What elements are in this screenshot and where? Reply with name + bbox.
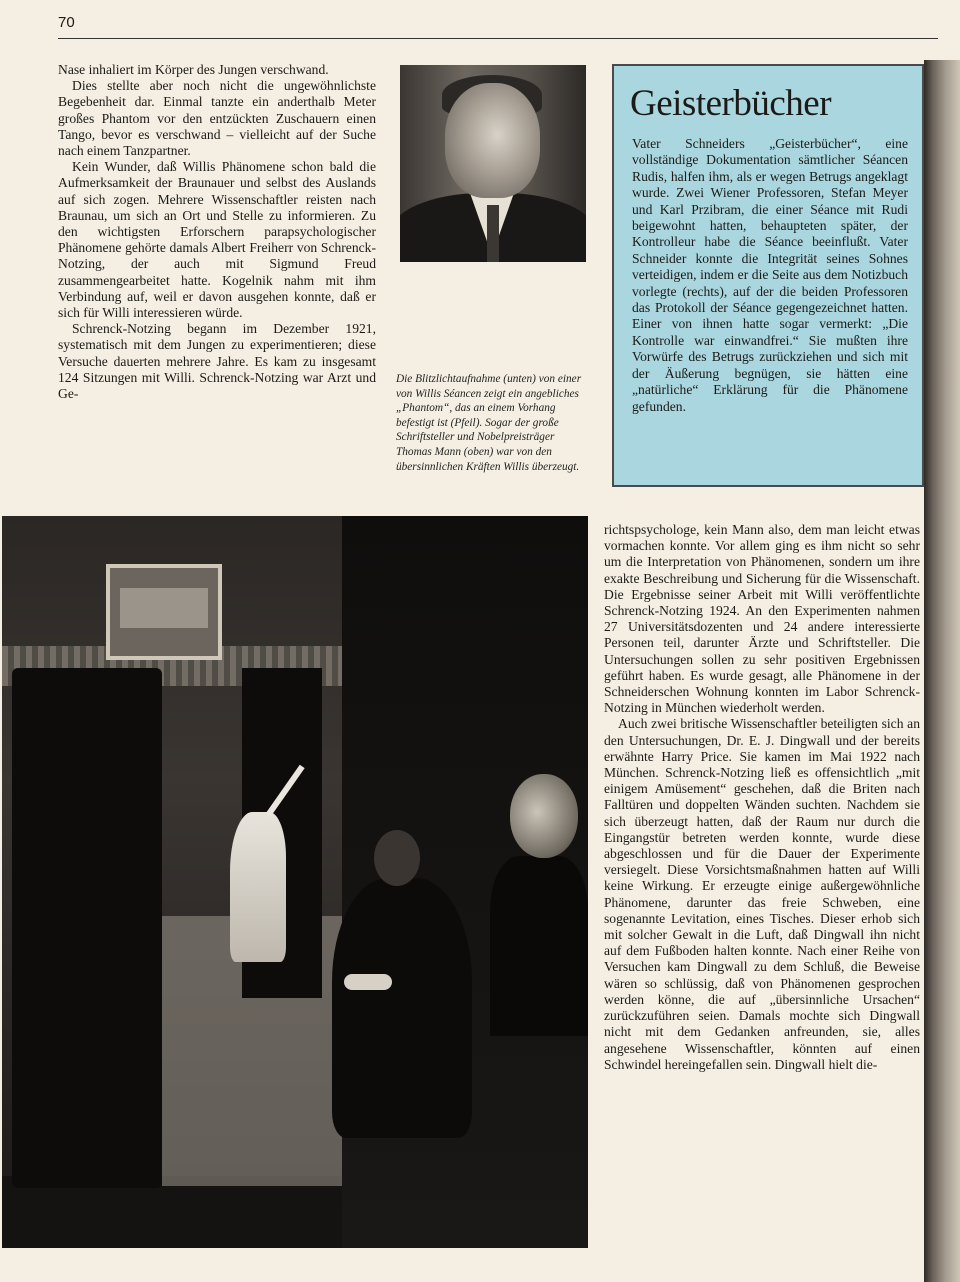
- page-edge: [924, 60, 960, 1282]
- paragraph: Kein Wunder, daß Willis Phänomene schon bald die Aufmerksamkeit der Braunauer und selbst des Auslands auf sich zogen. Mehrere Wissenschaftler reisten nach Braunau, um sich an Ort und Stelle zu informieren. Zu den wichtigsten Erforschern parapsychologischer Phänomene gehörte damals Albert Freiherr von Schrenck-Notzing, der auch mit Sigmund Freud zusammengearbeitet hatte. Kogelnik nahm mit ihm Verbindung auf, weil er davon ausgehen konnte, daß er sich für Willi interessieren würde.: [58, 159, 376, 321]
- sidebar-title: Geisterbücher: [630, 83, 832, 124]
- paragraph: Nase inhaliert im Körper des Jungen verschwand.: [58, 62, 329, 77]
- page-number: 70: [58, 14, 75, 31]
- seance-photo: [2, 516, 588, 1248]
- portrait-photo: [400, 65, 586, 262]
- paragraph: Auch zwei britische Wissenschaftler beteiligten sich an den Untersuchungen, Dr. E. J. Dingwall und der bereits erwähnte Harry Price. Sie kamen im Mai 1922 nach München. Schrenck-Notzing ließ es offensichtlich „mit einigem Amüsement“ geschehen, daß die Briten nach Falltüren und doppelten Wänden suchten. Nachdem sie sich überzeugt hatten, daß der Raum nur durch die Eingangstür betreten werden konnte, wurde diese abgeschlossen und für die Dauer der Experimente versiegelt. Diese Vorsichtsmaßnahmen hatten auf Willi keine Wirkung. Er erzeugte einige außergewöhnliche Phänomene, darunter das freie Schweben, eine sogenannte Levitation, eines Tisches. Dieser erhob sich mit solcher Gewalt in die Luft, daß Dingwall ihn nicht auf dem Fußboden halten konnte. Nach einer Reihe von Versuchen kam Dingwall zu dem Schluß, die Beweise wären so schlüssig, daß von Phänomenen gesprochen werden könne, die auf „übersinnliche Ursachen“ zurückzuführen seien. Damals mochte sich Dingwall nicht mit dem Gedanken anfreunden, sie, alles angesehene Wissenschaftler, könnten auf einen Schwindel hereingefallen sein. Dingwall hielt die-: [604, 716, 920, 1072]
- header-rule: [58, 38, 938, 39]
- paragraph: Dies stellte aber noch nicht die ungewöhnlichste Begebenheit dar. Einmal tanzte ein anderthalb Meter großes Phantom vor den entzückten Zuschauern einen Tango, bevor es verschwand – vielleicht auf der Suche nach einem Tanzpartner.: [58, 78, 376, 159]
- phantom-figure: [230, 812, 286, 962]
- paragraph: Schrenck-Notzing begann im Dezember 1921, systematisch mit dem Jungen zu experimentieren; diese Versuche dauerten mehrere Jahre. Es kam zu insgesamt 124 Sitzungen mit Willi. Schrenck-Notzing war Arzt und Ge-: [58, 321, 376, 402]
- right-text-column: [604, 522, 920, 1073]
- sidebar-text: Vater Schneiders „Geisterbücher“, eine vollständige Dokumentation sämtlicher Séancen Rudis, halfen ihm, als er wegen Betrugs angeklagt wurde. Zwei Wiener Professoren, Stefan Meyer und Karl Przibram, die einer Séance mit Rudi beigewohnt hatten, behaupteten später, der Kontrolleur habe die Séance beeinflußt. Vater Schneider konnte die Integrität seines Sohnes verteidigen, indem er die Seite aus dem Notizbuch vorlegte (rechts), auf der die beiden Professoren das Protokoll der Séance gegengezeichnet hatten. Einer von ihnen hatte sogar vermerkt: „Die Kontrolle war einwandfrei.“ Sie mußten ihre Vorwürfe des Betrugs zurückziehen und sich mit der Äußerung begnügen, sie hätten eine „natürliche“ Erklärung für die Phänomene gefunden.: [632, 136, 908, 414]
- paragraph: richtspsychologe, kein Mann also, dem man leicht etwas vormachen konnte. Vor allem ging es ihm nicht so sehr um die Interpretation von Phänomenen, sondern um ihre exakte Beschreibung und Sicherung für die Wissenschaft. Die Ergebnisse seiner Arbeit mit Willi veröffentlichte Schrenck-Notzing 1924. An den Experimenten nahmen 27 Universitätsdozenten und 24 andere interessierte Personen teil, darunter Ärzte und Schriftsteller. Die Untersuchungen sollen zu sehr positiven Ergebnissen geführt haben. Es wurde gesagt, alle Phänomene in der Schneiderschen Wohnung konnten im Labor Schrenck-Notzing in München wiederholt werden.: [604, 522, 920, 716]
- sidebar-box: [612, 64, 924, 487]
- photo-caption: Die Blitzlichtaufnahme (unten) von einer von Willis Séancen zeigt ein angebliches „Phantom“, das an einem Vorhang befestigt ist (Pfeil). Sogar der große Schriftsteller und Nobelpreisträger Thomas Mann (oben) war von den übersinnlichen Kräften Willis überzeugt.: [396, 373, 582, 473]
- left-text-column: [58, 62, 376, 402]
